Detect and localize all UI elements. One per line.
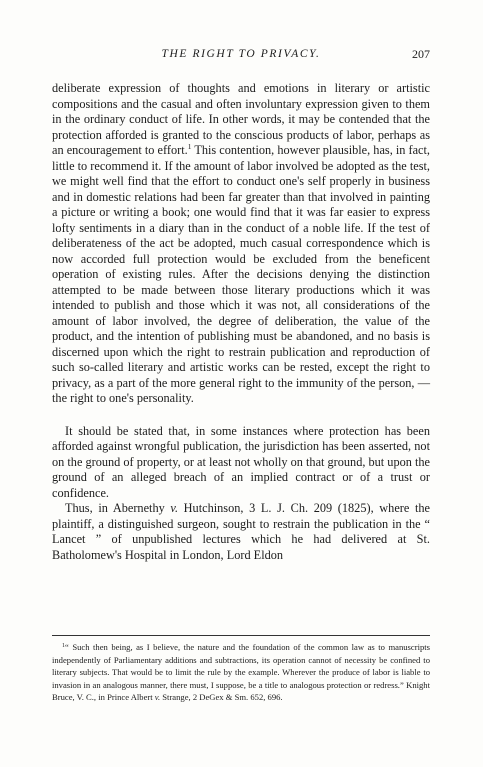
footnote-marker: 1 (62, 643, 65, 649)
italic-versus: v. (154, 692, 161, 703)
paragraph (52, 424, 430, 502)
footnote-text: “ Such then being, as I believe, the nature and the foundation of the common law as to manuscripts independently of Parliamentary additions and subtractions, its operation cannot of necessity be confined to literary subjects. That would be to limit the rule by the example. Wherever the produce of labor is liable to invasion in an analogous manner, there must, I suppose, be a title to analogous protection or redress.” Knight Bruce, V. C., in Prince Albert (52, 642, 430, 703)
body-text (52, 81, 430, 563)
paragraph-continued (52, 81, 430, 407)
page-number: 207 (412, 47, 430, 61)
paragraph-text: Hutchinson, 3 L. J. Ch. 209 (1825), where the plaintiff, a distinguished surgeon, sought to restrain the publication in the “ Lancet ” of unpublished lectures which he had delivered at St. Batholomew's Hospital in London, Lord Eldon (52, 501, 431, 562)
paragraph (52, 501, 430, 563)
paragraph-text: It should be stated that, in some instances where protection has been afforded against wrongful publication, the jurisdiction has been asserted, not on the ground of property, or at least not wholly on that ground, but upon the ground of an alleged breach of an implied contract or of a trust or confidence. (52, 423, 430, 500)
paragraph-text: This contention, however plausible, has, in fact, little to recommend it. If the amount of labor involved be adopted as the test, we might well find that the effort to conduct one's self properly in business and in domestic relations had been far greater than that involved in painting a picture or writing a book; one would find that it was far easier to express lofty sentiments in a diary than in the conduct of a noble life. If the test of deliberateness of the act be adopted, much casual correspondence which is now accorded full protection would be excluded from the beneficent operation of existing rules. After the decisions denying the distinction attempted to be made between those literary productions which it was intended to publish and those which it was not, all considerations of the amount of labor involved, the degree of deliberation, the value of the product, and the intention of publishing must be abandoned, and no basis is discerned upon which the right to restrain publication and reproduction of such so-called literary and artistic works can be rested, except the right to privacy, as a part of the more general right to the immunity of the person, — the right to one's personality. (52, 143, 430, 405)
running-title: THE RIGHT TO PRIVACY. (161, 48, 321, 60)
paragraph-text: Thus, in Abernethy (65, 501, 171, 515)
running-head (52, 46, 430, 62)
paragraph-text: deliberate expression of thoughts and emotions in literary or artistic compositions and the casual and often involuntary expression given to them in the ordinary conduct of life. In other words, it may be contended that the protection afforded is granted to the conscious products of labor, perhaps as an encouragement to effort. (52, 81, 430, 157)
footnote (52, 641, 430, 704)
footnote-text: Strange, 2 DeGex & Sm. 652, 696. (160, 692, 283, 703)
italic-versus: v. (170, 501, 179, 515)
footnote-divider (52, 635, 430, 636)
footnote-reference: 1 (187, 142, 192, 151)
footnotes (52, 641, 430, 704)
